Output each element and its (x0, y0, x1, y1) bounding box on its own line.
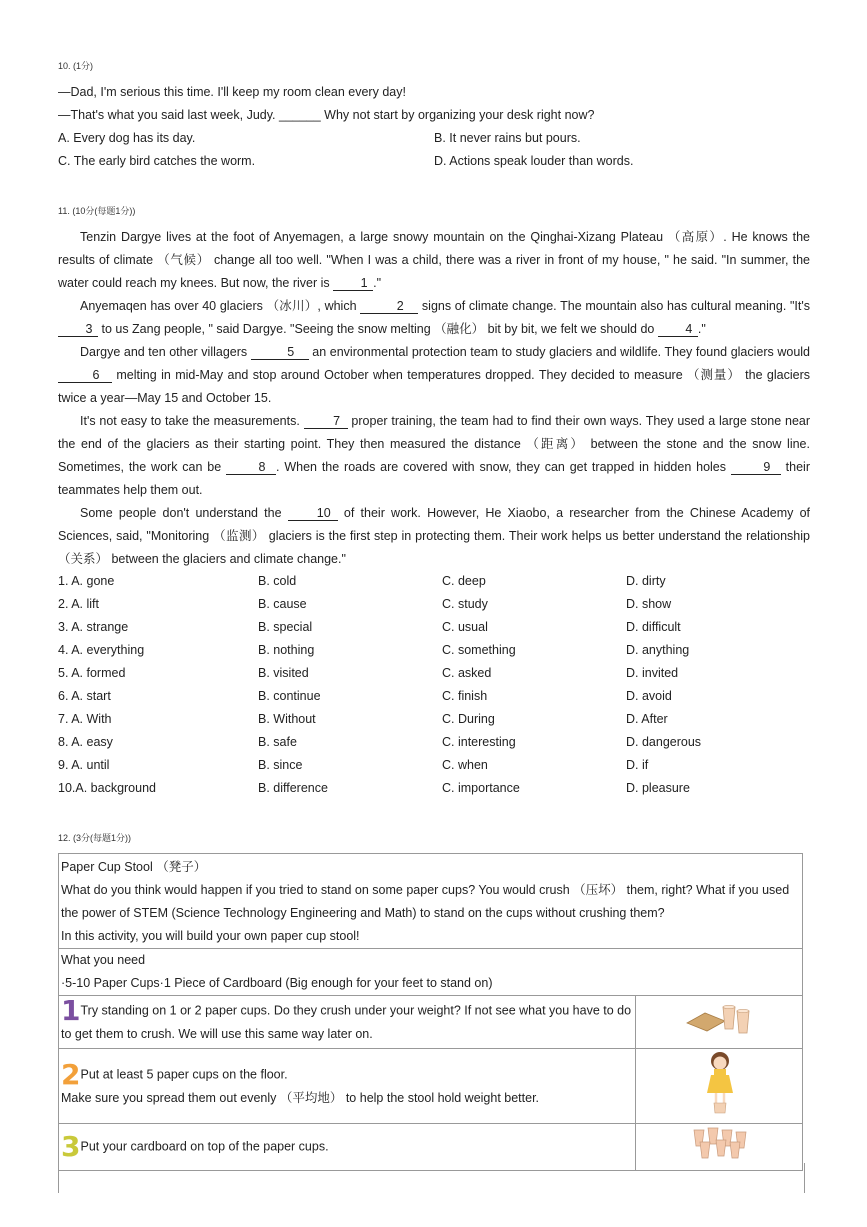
step-1-image (636, 996, 803, 1049)
step-2-image (636, 1049, 803, 1124)
step-number-2: 2 (61, 1057, 81, 1091)
q11-choice-9-b[interactable]: B. since (258, 758, 303, 772)
q11-choice-5-c[interactable]: C. asked (442, 666, 492, 680)
q11-choice-7-a[interactable]: 7. A. With (58, 712, 112, 726)
girl-on-cups-icon (700, 1049, 740, 1115)
materials-list: ·5-10 Paper Cups·1 Piece of Cardboard (Big enough for your feet to stand on) (61, 976, 493, 990)
q11-choice-10-c[interactable]: C. importance (442, 781, 520, 795)
passage-paragraph-2: Anyemaqen has over 40 glaciers （冰川）, which 2 signs of climate change. The mountain also has cultural meaning. "It's 3 to us Zang people, " said Dargye. "Seeing the snow melting （融化） bit by bit, we felt we should do 4 ." (58, 295, 810, 341)
step-number-3: 3 (61, 1130, 81, 1163)
q11-choice-6-b[interactable]: B. continue (258, 689, 321, 703)
q11-choice-9-c[interactable]: C. when (442, 758, 488, 772)
q11-choice-7-b[interactable]: B. Without (258, 712, 316, 726)
q11-choice-5-a[interactable]: 5. A. formed (58, 666, 126, 680)
activity-box (58, 853, 803, 1171)
step-1 (59, 993, 636, 1049)
question-11-number: 11. (10分(每题1分)) (58, 206, 136, 216)
activity-intro-2: In this activity, you will build your own paper cup stool! (61, 929, 360, 943)
q11-choice-10-a[interactable]: 10.A. background (58, 781, 156, 795)
q11-choice-3-b[interactable]: B. special (258, 620, 313, 634)
step-2 (59, 1049, 636, 1124)
q10-option-b[interactable]: B. It never rains but pours. (434, 131, 581, 145)
q11-choice-8-d[interactable]: D. dangerous (626, 735, 702, 749)
activity-title: Paper Cup Stool （凳子） (61, 860, 207, 874)
q11-choice-4-a[interactable]: 4. A. everything (58, 643, 145, 657)
q11-choice-3-c[interactable]: C. usual (442, 620, 488, 634)
q10-option-c[interactable]: C. The early bird catches the worm. (58, 154, 256, 168)
step-number-1: 1 (61, 993, 81, 1027)
blank-5[interactable]: 5 (251, 345, 309, 360)
q11-choice-8-b[interactable]: B. safe (258, 735, 297, 749)
blank-7[interactable]: 7 (304, 414, 348, 429)
step-3-text: Put your cardboard on top of the paper cups. (80, 1139, 329, 1154)
passage-paragraph-3: Dargye and ten other villagers 5 an environmental protection team to study glaciers and wildlife. They found glaciers would 6 melting in mid-May and stop around October when temperatures dropped. They decided to measure （测量） the glaciers twice a year—May 15 and October 15. (58, 345, 811, 405)
passage-paragraph-4: It's not easy to take the measurements. 7 proper training, the team had to find their own ways. They used a large stone near the end of the glaciers as their starting point. They then measured the distance （距离） between the stone and the snow line. Sometimes, the work can be 8 . When the roads are covered with snow, they can get trapped in hidden holes 9 their teammates help them out. (58, 414, 811, 497)
materials-heading: What you need (61, 953, 146, 967)
blank-1[interactable]: 1 (333, 276, 373, 291)
q11-choice-7-c[interactable]: C. During (442, 712, 495, 726)
paper-cups-group-icon (690, 1124, 750, 1162)
q11-choice-4-b[interactable]: B. nothing (258, 643, 315, 657)
question-12-number: 12. (3分(每题1分)) (58, 833, 132, 843)
q11-choice-10-b[interactable]: B. difference (258, 781, 328, 795)
q11-choice-10-d[interactable]: D. pleasure (626, 781, 690, 795)
blank-4[interactable]: 4 (658, 322, 698, 337)
passage-paragraph-1: Tenzin Dargye lives at the foot of Anyemagen, a large snowy mountain on the Qinghai-Xizang Plateau （高原）. He knows the results of climate （气候） change all too well. "When I was a child, there was a river in front of my house, " he said. "In summer, the water could reach my knees. But now, the river is 1 ." (58, 230, 810, 290)
blank-2[interactable]: 2 (360, 299, 418, 314)
q11-choice-6-c[interactable]: C. finish (442, 689, 488, 703)
step-1-text: Try standing on 1 or 2 paper cups. Do they crush under your weight? If not see what you have to do to get them to crush. We will use this same way later on. (61, 1002, 632, 1041)
q11-choice-8-a[interactable]: 8. A. easy (58, 735, 113, 749)
step-2-text-2: Make sure you spread them out evenly （平均地） to help the stool hold weight better. (61, 1090, 540, 1105)
q11-choice-5-b[interactable]: B. visited (258, 666, 309, 680)
q11-choice-3-d[interactable]: D. difficult (626, 620, 681, 634)
q11-choice-2-c[interactable]: C. study (442, 597, 488, 611)
q11-choice-2-a[interactable]: 2. A. lift (58, 597, 99, 611)
cardboard-and-cups-icon (685, 1001, 755, 1035)
q11-choice-6-d[interactable]: D. avoid (626, 689, 672, 703)
q11-choice-1-d[interactable]: D. dirty (626, 574, 666, 588)
blank-6[interactable]: 6 (58, 368, 112, 383)
q10-option-d[interactable]: D. Actions speak louder than words. (434, 154, 634, 168)
blank-10[interactable]: 10 (288, 506, 338, 521)
q11-choice-2-d[interactable]: D. show (626, 597, 672, 611)
q11-choice-9-d[interactable]: D. if (626, 758, 649, 772)
q11-choice-1-b[interactable]: B. cold (258, 574, 297, 588)
table-continuation (58, 1163, 805, 1193)
q11-choice-8-c[interactable]: C. interesting (442, 735, 516, 749)
q11-choice-3-a[interactable]: 3. A. strange (58, 620, 129, 634)
question-10-number: 10. (1分) (58, 61, 94, 71)
q11-choice-1-a[interactable]: 1. A. gone (58, 574, 115, 588)
q10-option-a[interactable]: A. Every dog has its day. (58, 131, 196, 145)
q11-passage (58, 226, 810, 571)
q11-choice-5-d[interactable]: D. invited (626, 666, 679, 680)
step-2-text: Put at least 5 paper cups on the floor. (80, 1066, 288, 1081)
q11-choice-4-c[interactable]: C. something (442, 643, 516, 657)
q11-choice-1-c[interactable]: C. deep (442, 574, 486, 588)
activity-intro: What do you think would happen if you tried to stand on some paper cups? You would crush （压坏） them, right? What if you used the power of STEM (Science Technology Engineering and Math) to stand on the cups without crushing them? (61, 883, 790, 920)
q11-choice-4-d[interactable]: D. anything (626, 643, 690, 657)
passage-paragraph-5: Some people don't understand the 10 of their work. However, He Xiaobo, a researcher from the Chinese Academy of Sciences, said, "Monitoring （监测） glaciers is the first step in protecting them. Their work helps us better understand the relationship （关系） between the glaciers and climate change." (58, 506, 810, 566)
blank-8[interactable]: 8 (226, 460, 276, 475)
q11-choice-9-a[interactable]: 9. A. until (58, 758, 110, 772)
blank-9[interactable]: 9 (731, 460, 781, 475)
q11-choice-6-a[interactable]: 6. A. start (58, 689, 111, 703)
q11-choice-2-b[interactable]: B. cause (258, 597, 307, 611)
q10-dialogue-line-1: —Dad, I'm serious this time. I'll keep my room clean every day! (58, 85, 406, 99)
blank-3[interactable]: 3 (58, 322, 98, 337)
q10-dialogue-line-2: —That's what you said last week, Judy. ______ Why not start by organizing your desk right now? (58, 108, 595, 122)
q11-choice-7-d[interactable]: D. After (626, 712, 668, 726)
